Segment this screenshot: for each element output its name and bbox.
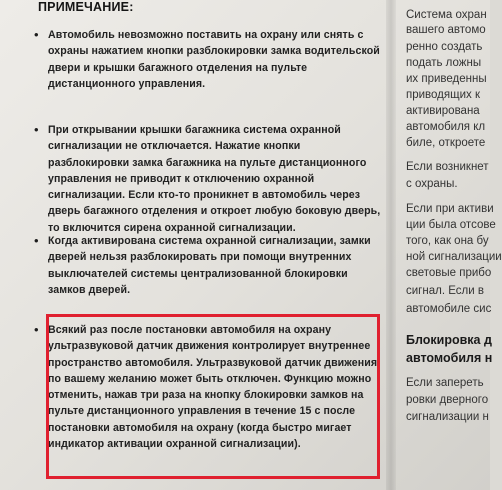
right-column-line: Система охран xyxy=(406,9,487,21)
bullet-marker: • xyxy=(34,122,39,137)
right-column-line: автомобиле сис xyxy=(406,303,492,315)
right-column-line: автомобиля кл xyxy=(406,121,486,133)
right-column-heading: Блокировка д xyxy=(406,333,492,347)
right-column-line: того, как она бу xyxy=(406,235,489,247)
right-column-line: ровки дверного xyxy=(406,394,489,406)
right-column-line: с охраны. xyxy=(406,178,458,190)
right-column-line: световые прибо xyxy=(406,267,492,279)
note-item-text: Автомобиль невозможно поставить на охрану или снять с охраны нажатием кнопки разблокировки замка водительской двери и крышки багажного отделения на пульте дистанционного управления. xyxy=(48,29,380,90)
right-column-line: Если при активи xyxy=(406,203,494,215)
note-item xyxy=(34,122,382,236)
right-column-heading: автомобиля н xyxy=(406,351,493,365)
note-item-text: Всякий раз после постановки автомобиля на охрану ультразвуковой датчик движения контролирует внутреннее пространство автомобиля. Ультразвуковой датчик движения по вашему желанию может быть отключен. Функцию можно отменить, нажав три раза на кнопку блокировки замков на пульте дистанционного управления в течение 15 с после постановки автомобиля на охрану (когда быстро мигает индикатор активации охранной сигнализации). xyxy=(48,324,378,451)
right-column-line: активирована xyxy=(406,105,480,117)
right-column-line: их приведенны xyxy=(406,73,487,85)
note-item-text: Когда активирована система охранной сигнализации, замки дверей нельзя разблокировать при помощи внутренних выключателей системы централизованной блокировки замков дверей. xyxy=(48,235,371,296)
note-item-text: При открывании крышки багажника система охранной сигнализации не отключается. Нажатие кнопки разблокировки замка багажника на пульте дистанционного управления не приводит к отключению охранной сигнализации. Если кто-то проникнет в автомобиль через дверь багажного отделения и откроет любую боковую дверь, то включится сирена охранной сигнализации. xyxy=(48,124,381,234)
right-column-line: биле, откроете xyxy=(406,137,486,149)
right-column-line: вашего автомо xyxy=(406,24,486,36)
right-column-line: приводящих к xyxy=(406,89,480,101)
bullet-marker: • xyxy=(34,27,39,42)
highlight-box xyxy=(46,314,380,479)
right-column-line: Если запереть xyxy=(406,377,484,389)
right-column-line: ции была отсове xyxy=(406,219,496,231)
right-column-line: сигнал. Если в xyxy=(406,285,484,297)
right-column-line: сигнализации н xyxy=(406,411,489,423)
page-gutter xyxy=(386,0,396,490)
note-item xyxy=(34,233,382,298)
right-column-line: ной сигнализации xyxy=(406,251,502,263)
note-heading: ПРИМЕЧАНИЕ: xyxy=(38,0,134,14)
bullet-marker: • xyxy=(34,322,39,337)
right-column-line: подать ложны xyxy=(406,57,482,69)
right-column-line: ренно создать xyxy=(406,41,483,53)
note-item xyxy=(34,27,382,92)
right-column-line: Если возникнет xyxy=(406,161,489,173)
bullet-marker: • xyxy=(34,233,39,248)
